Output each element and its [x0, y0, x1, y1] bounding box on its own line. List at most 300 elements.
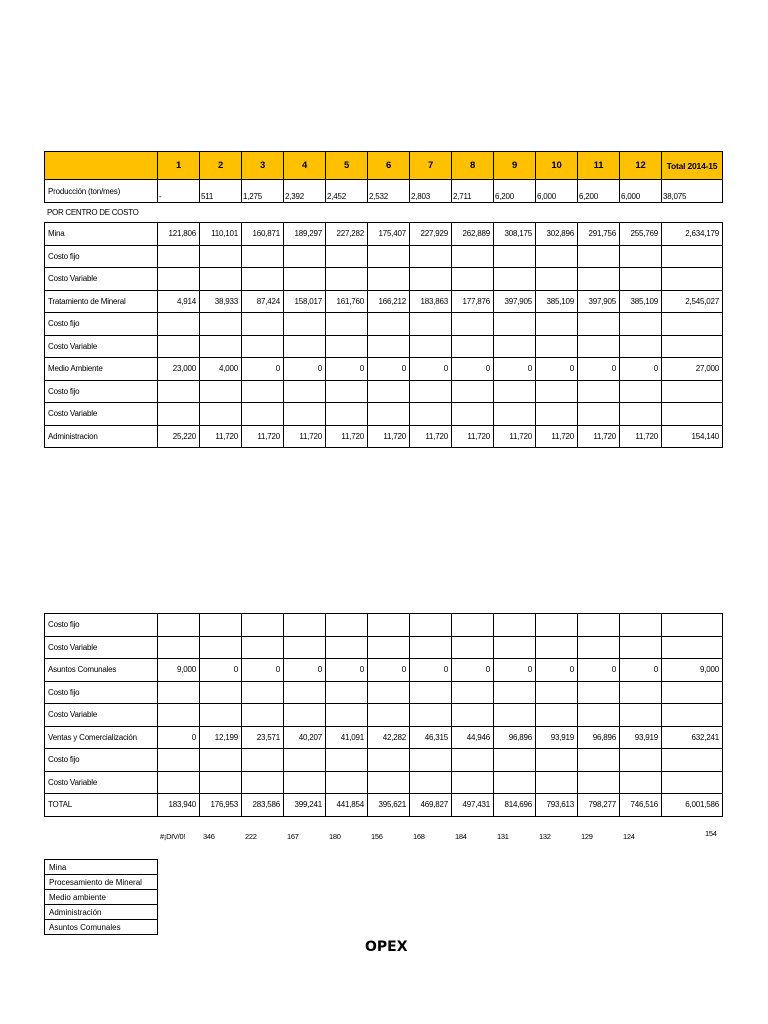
total-cell: 154,140: [662, 425, 723, 448]
value-cell: 497,431: [452, 794, 494, 817]
value-cell: 308,175: [494, 223, 536, 246]
value-cell: [536, 380, 578, 403]
value-cell: 0: [536, 358, 578, 381]
value-cell: 0: [578, 358, 620, 381]
value-cell: [452, 749, 494, 772]
value-cell: [158, 771, 200, 794]
table-row: [45, 771, 723, 794]
value-cell: 0: [620, 659, 662, 682]
value-cell: 166,212: [368, 290, 410, 313]
value-cell: [620, 245, 662, 268]
value-cell: 11,720: [536, 425, 578, 448]
ratio-cell: 124: [623, 832, 635, 841]
total-cell: [662, 704, 723, 727]
row-label: Costo fijo: [45, 380, 158, 403]
value-cell: [536, 681, 578, 704]
value-cell: [158, 681, 200, 704]
total-cell: 632,241: [662, 726, 723, 749]
table-row: [45, 223, 723, 246]
header-month-cell: 6: [368, 152, 410, 180]
value-cell: [620, 704, 662, 727]
value-cell: [200, 636, 242, 659]
table-row: [45, 794, 723, 817]
row-label: Costo Variable: [45, 771, 158, 794]
value-cell: 385,109: [536, 290, 578, 313]
value-cell: 121,806: [158, 223, 200, 246]
legend-item: Procesamiento de Mineral: [45, 875, 158, 890]
value-cell: 11,720: [284, 425, 326, 448]
value-cell: [620, 636, 662, 659]
value-cell: [158, 614, 200, 637]
value-cell: [494, 681, 536, 704]
value-cell: [158, 313, 200, 336]
ratio-cell: 131: [497, 832, 509, 841]
row-label: TOTAL: [45, 794, 158, 817]
value-cell: [284, 268, 326, 291]
value-cell: [452, 614, 494, 637]
production-cell: 2,452: [326, 180, 368, 203]
value-cell: [452, 313, 494, 336]
value-cell: [620, 313, 662, 336]
header-month-cell: 5: [326, 152, 368, 180]
production-cell: 6,200: [494, 180, 536, 203]
value-cell: [158, 380, 200, 403]
total-cell: 6,001,586: [662, 794, 723, 817]
value-cell: [452, 704, 494, 727]
value-cell: [326, 704, 368, 727]
value-cell: [368, 636, 410, 659]
table-row: [45, 313, 723, 336]
value-cell: [158, 749, 200, 772]
value-cell: 176,953: [200, 794, 242, 817]
value-cell: [494, 335, 536, 358]
value-cell: 11,720: [452, 425, 494, 448]
value-cell: [494, 403, 536, 426]
value-cell: 96,896: [494, 726, 536, 749]
production-label: Producción (ton/mes): [45, 180, 158, 203]
row-label: Costo fijo: [45, 614, 158, 637]
header-month-cell: 9: [494, 152, 536, 180]
header-month-cell: 12: [620, 152, 662, 180]
value-cell: 0: [410, 659, 452, 682]
value-cell: [242, 771, 284, 794]
value-cell: [536, 749, 578, 772]
value-cell: 0: [536, 659, 578, 682]
table-row: [45, 726, 723, 749]
value-cell: 0: [620, 358, 662, 381]
value-cell: [410, 636, 452, 659]
value-cell: [368, 771, 410, 794]
value-cell: 385,109: [620, 290, 662, 313]
total-cell: [662, 313, 723, 336]
value-cell: [452, 245, 494, 268]
ratio-cell: #¡DIV/0!: [160, 832, 186, 841]
value-cell: [410, 335, 452, 358]
value-cell: 0: [284, 659, 326, 682]
value-cell: [620, 771, 662, 794]
legend-table: [44, 859, 158, 935]
ratio-cell: 167: [287, 832, 299, 841]
value-cell: 96,896: [578, 726, 620, 749]
ratio-cell: 129: [581, 832, 593, 841]
value-cell: [536, 335, 578, 358]
value-cell: [200, 245, 242, 268]
value-cell: [242, 681, 284, 704]
value-cell: [578, 771, 620, 794]
value-cell: [284, 245, 326, 268]
production-cell: 2,392: [284, 180, 326, 203]
table-row: [45, 614, 723, 637]
value-cell: 793,613: [536, 794, 578, 817]
value-cell: [578, 636, 620, 659]
value-cell: [620, 614, 662, 637]
total-cell: 27,000: [662, 358, 723, 381]
value-cell: 189,297: [284, 223, 326, 246]
ratio-cell: 180: [329, 832, 341, 841]
value-cell: [284, 313, 326, 336]
value-cell: [410, 403, 452, 426]
production-row: [45, 180, 723, 203]
total-cell: [662, 636, 723, 659]
value-cell: 177,876: [452, 290, 494, 313]
value-cell: [368, 380, 410, 403]
header-month-cell: 7: [410, 152, 452, 180]
table-row: [45, 268, 723, 291]
legend-item: Mina: [45, 860, 158, 875]
value-cell: [578, 704, 620, 727]
value-cell: 302,896: [536, 223, 578, 246]
production-cell: 6,000: [536, 180, 578, 203]
value-cell: 395,621: [368, 794, 410, 817]
value-cell: 397,905: [494, 290, 536, 313]
value-cell: 814,696: [494, 794, 536, 817]
legend-item: Administración: [45, 905, 158, 920]
value-cell: [158, 335, 200, 358]
value-cell: 158,017: [284, 290, 326, 313]
value-cell: [578, 380, 620, 403]
value-cell: 87,424: [242, 290, 284, 313]
cost-table-centers: [44, 222, 723, 448]
total-cell: 2,545,027: [662, 290, 723, 313]
value-cell: 11,720: [326, 425, 368, 448]
value-cell: 11,720: [410, 425, 452, 448]
value-cell: 255,769: [620, 223, 662, 246]
ratio-row: [0, 829, 768, 848]
value-cell: [494, 749, 536, 772]
value-cell: [242, 268, 284, 291]
value-cell: 175,407: [368, 223, 410, 246]
row-label: Asuntos Comunales: [45, 659, 158, 682]
value-cell: [158, 403, 200, 426]
value-cell: [200, 403, 242, 426]
value-cell: [242, 614, 284, 637]
value-cell: 4,914: [158, 290, 200, 313]
value-cell: [326, 749, 368, 772]
total-cell: [662, 380, 723, 403]
value-cell: [578, 681, 620, 704]
ratio-cell: 132: [539, 832, 551, 841]
value-cell: [410, 614, 452, 637]
value-cell: [326, 636, 368, 659]
value-cell: [410, 245, 452, 268]
value-cell: 4,000: [200, 358, 242, 381]
value-cell: 746,516: [620, 794, 662, 817]
value-cell: 23,571: [242, 726, 284, 749]
value-cell: [326, 380, 368, 403]
value-cell: 9,000: [158, 659, 200, 682]
cost-table-top: [44, 151, 723, 203]
value-cell: [494, 245, 536, 268]
value-cell: 161,760: [326, 290, 368, 313]
table-row: [45, 335, 723, 358]
value-cell: [200, 681, 242, 704]
value-cell: 283,586: [242, 794, 284, 817]
value-cell: [242, 245, 284, 268]
value-cell: 46,315: [410, 726, 452, 749]
ratio-cell: 222: [245, 832, 257, 841]
value-cell: 0: [368, 659, 410, 682]
table-row: [45, 358, 723, 381]
value-cell: [494, 614, 536, 637]
value-cell: [578, 403, 620, 426]
value-cell: 11,720: [368, 425, 410, 448]
value-cell: 42,282: [368, 726, 410, 749]
total-cell: [662, 403, 723, 426]
table-row: [45, 681, 723, 704]
value-cell: 25,220: [158, 425, 200, 448]
value-cell: [242, 380, 284, 403]
header-row: [45, 152, 723, 180]
value-cell: 291,756: [578, 223, 620, 246]
value-cell: 227,282: [326, 223, 368, 246]
value-cell: 93,919: [536, 726, 578, 749]
table-row: [45, 290, 723, 313]
production-total-cell: 38,075: [662, 180, 723, 203]
value-cell: [578, 313, 620, 336]
value-cell: [284, 335, 326, 358]
row-label: Mina: [45, 223, 158, 246]
value-cell: 38,933: [200, 290, 242, 313]
value-cell: [452, 681, 494, 704]
value-cell: [536, 268, 578, 291]
value-cell: [284, 403, 326, 426]
value-cell: [284, 636, 326, 659]
value-cell: [410, 380, 452, 403]
value-cell: [536, 313, 578, 336]
total-cell: [662, 268, 723, 291]
value-cell: [242, 636, 284, 659]
value-cell: 23,000: [158, 358, 200, 381]
section-title: POR CENTRO DE COSTO: [47, 208, 139, 217]
value-cell: 399,241: [284, 794, 326, 817]
value-cell: [620, 403, 662, 426]
value-cell: [494, 771, 536, 794]
header-total-cell: Total 2014-15: [662, 152, 723, 180]
value-cell: [410, 681, 452, 704]
total-cell: 2,634,179: [662, 223, 723, 246]
value-cell: 0: [242, 358, 284, 381]
header-month-cell: 11: [578, 152, 620, 180]
value-cell: [326, 403, 368, 426]
value-cell: [452, 403, 494, 426]
value-cell: [620, 380, 662, 403]
value-cell: [494, 268, 536, 291]
total-cell: [662, 245, 723, 268]
value-cell: 0: [326, 659, 368, 682]
value-cell: [200, 380, 242, 403]
value-cell: [158, 704, 200, 727]
row-label: Costo Variable: [45, 403, 158, 426]
table-row: [45, 403, 723, 426]
value-cell: [200, 335, 242, 358]
table-row: [45, 245, 723, 268]
value-cell: [368, 403, 410, 426]
row-label: Costo fijo: [45, 245, 158, 268]
table-row: [45, 425, 723, 448]
value-cell: 397,905: [578, 290, 620, 313]
value-cell: [368, 614, 410, 637]
value-cell: [536, 636, 578, 659]
value-cell: [410, 704, 452, 727]
value-cell: [620, 749, 662, 772]
legend-item: Asuntos Comunales: [45, 920, 158, 935]
total-cell: [662, 614, 723, 637]
value-cell: [200, 771, 242, 794]
value-cell: 12,199: [200, 726, 242, 749]
value-cell: [368, 749, 410, 772]
value-cell: [494, 636, 536, 659]
value-cell: [326, 681, 368, 704]
value-cell: [494, 313, 536, 336]
row-label: Costo Variable: [45, 636, 158, 659]
total-cell: [662, 749, 723, 772]
table-row: [45, 659, 723, 682]
ratio-total-cell: 154: [705, 829, 717, 838]
value-cell: [158, 268, 200, 291]
production-cell: 6,200: [578, 180, 620, 203]
value-cell: 0: [494, 659, 536, 682]
value-cell: 0: [326, 358, 368, 381]
value-cell: [200, 614, 242, 637]
value-cell: [326, 245, 368, 268]
value-cell: [200, 749, 242, 772]
value-cell: [158, 245, 200, 268]
value-cell: [242, 704, 284, 727]
header-month-cell: 3: [242, 152, 284, 180]
value-cell: [578, 614, 620, 637]
value-cell: 11,720: [242, 425, 284, 448]
table-row: [45, 749, 723, 772]
value-cell: [578, 749, 620, 772]
value-cell: [578, 245, 620, 268]
ratio-cell: 168: [413, 832, 425, 841]
value-cell: [284, 614, 326, 637]
value-cell: [410, 268, 452, 291]
row-label: Costo Variable: [45, 335, 158, 358]
value-cell: [578, 268, 620, 291]
value-cell: [326, 268, 368, 291]
value-cell: 110,101: [200, 223, 242, 246]
value-cell: 0: [200, 659, 242, 682]
value-cell: [620, 335, 662, 358]
header-month-cell: 4: [284, 152, 326, 180]
row-label: Administracion: [45, 425, 158, 448]
value-cell: [284, 704, 326, 727]
value-cell: [536, 245, 578, 268]
value-cell: [452, 771, 494, 794]
value-cell: [200, 704, 242, 727]
value-cell: [242, 749, 284, 772]
row-label: Costo fijo: [45, 313, 158, 336]
ratio-cell: 184: [455, 832, 467, 841]
value-cell: 93,919: [620, 726, 662, 749]
value-cell: 227,929: [410, 223, 452, 246]
table-row: [45, 380, 723, 403]
production-cell: 2,803: [410, 180, 452, 203]
production-cell: 2,711: [452, 180, 494, 203]
production-cell: -: [158, 180, 200, 203]
value-cell: [284, 681, 326, 704]
total-cell: [662, 771, 723, 794]
value-cell: [494, 704, 536, 727]
value-cell: [452, 380, 494, 403]
value-cell: 11,720: [494, 425, 536, 448]
value-cell: [368, 335, 410, 358]
row-label: Ventas y Comercialización: [45, 726, 158, 749]
value-cell: 11,720: [578, 425, 620, 448]
value-cell: [368, 268, 410, 291]
value-cell: 0: [158, 726, 200, 749]
value-cell: [242, 403, 284, 426]
value-cell: 262,889: [452, 223, 494, 246]
value-cell: [200, 313, 242, 336]
cost-table-bottom: [44, 613, 723, 817]
total-cell: [662, 335, 723, 358]
header-month-cell: 2: [200, 152, 242, 180]
opex-caption: OPEX: [365, 939, 408, 955]
value-cell: [158, 636, 200, 659]
value-cell: [368, 681, 410, 704]
value-cell: 441,854: [326, 794, 368, 817]
production-cell: 511: [200, 180, 242, 203]
value-cell: [326, 614, 368, 637]
value-cell: [326, 771, 368, 794]
row-label: Tratamiento de Mineral: [45, 290, 158, 313]
value-cell: 469,827: [410, 794, 452, 817]
value-cell: 0: [284, 358, 326, 381]
value-cell: [284, 749, 326, 772]
value-cell: 160,871: [242, 223, 284, 246]
value-cell: [452, 335, 494, 358]
value-cell: [620, 268, 662, 291]
ratio-cell: 156: [371, 832, 383, 841]
table-row: [45, 704, 723, 727]
value-cell: 0: [410, 358, 452, 381]
legend-item: Medio ambiente: [45, 890, 158, 905]
value-cell: [284, 380, 326, 403]
value-cell: 44,946: [452, 726, 494, 749]
value-cell: [452, 636, 494, 659]
value-cell: [452, 268, 494, 291]
value-cell: [536, 403, 578, 426]
header-month-cell: 10: [536, 152, 578, 180]
value-cell: 183,863: [410, 290, 452, 313]
header-corner-cell: [45, 152, 158, 180]
value-cell: 11,720: [620, 425, 662, 448]
value-cell: [410, 771, 452, 794]
header-month-cell: 8: [452, 152, 494, 180]
row-label: Costo fijo: [45, 681, 158, 704]
